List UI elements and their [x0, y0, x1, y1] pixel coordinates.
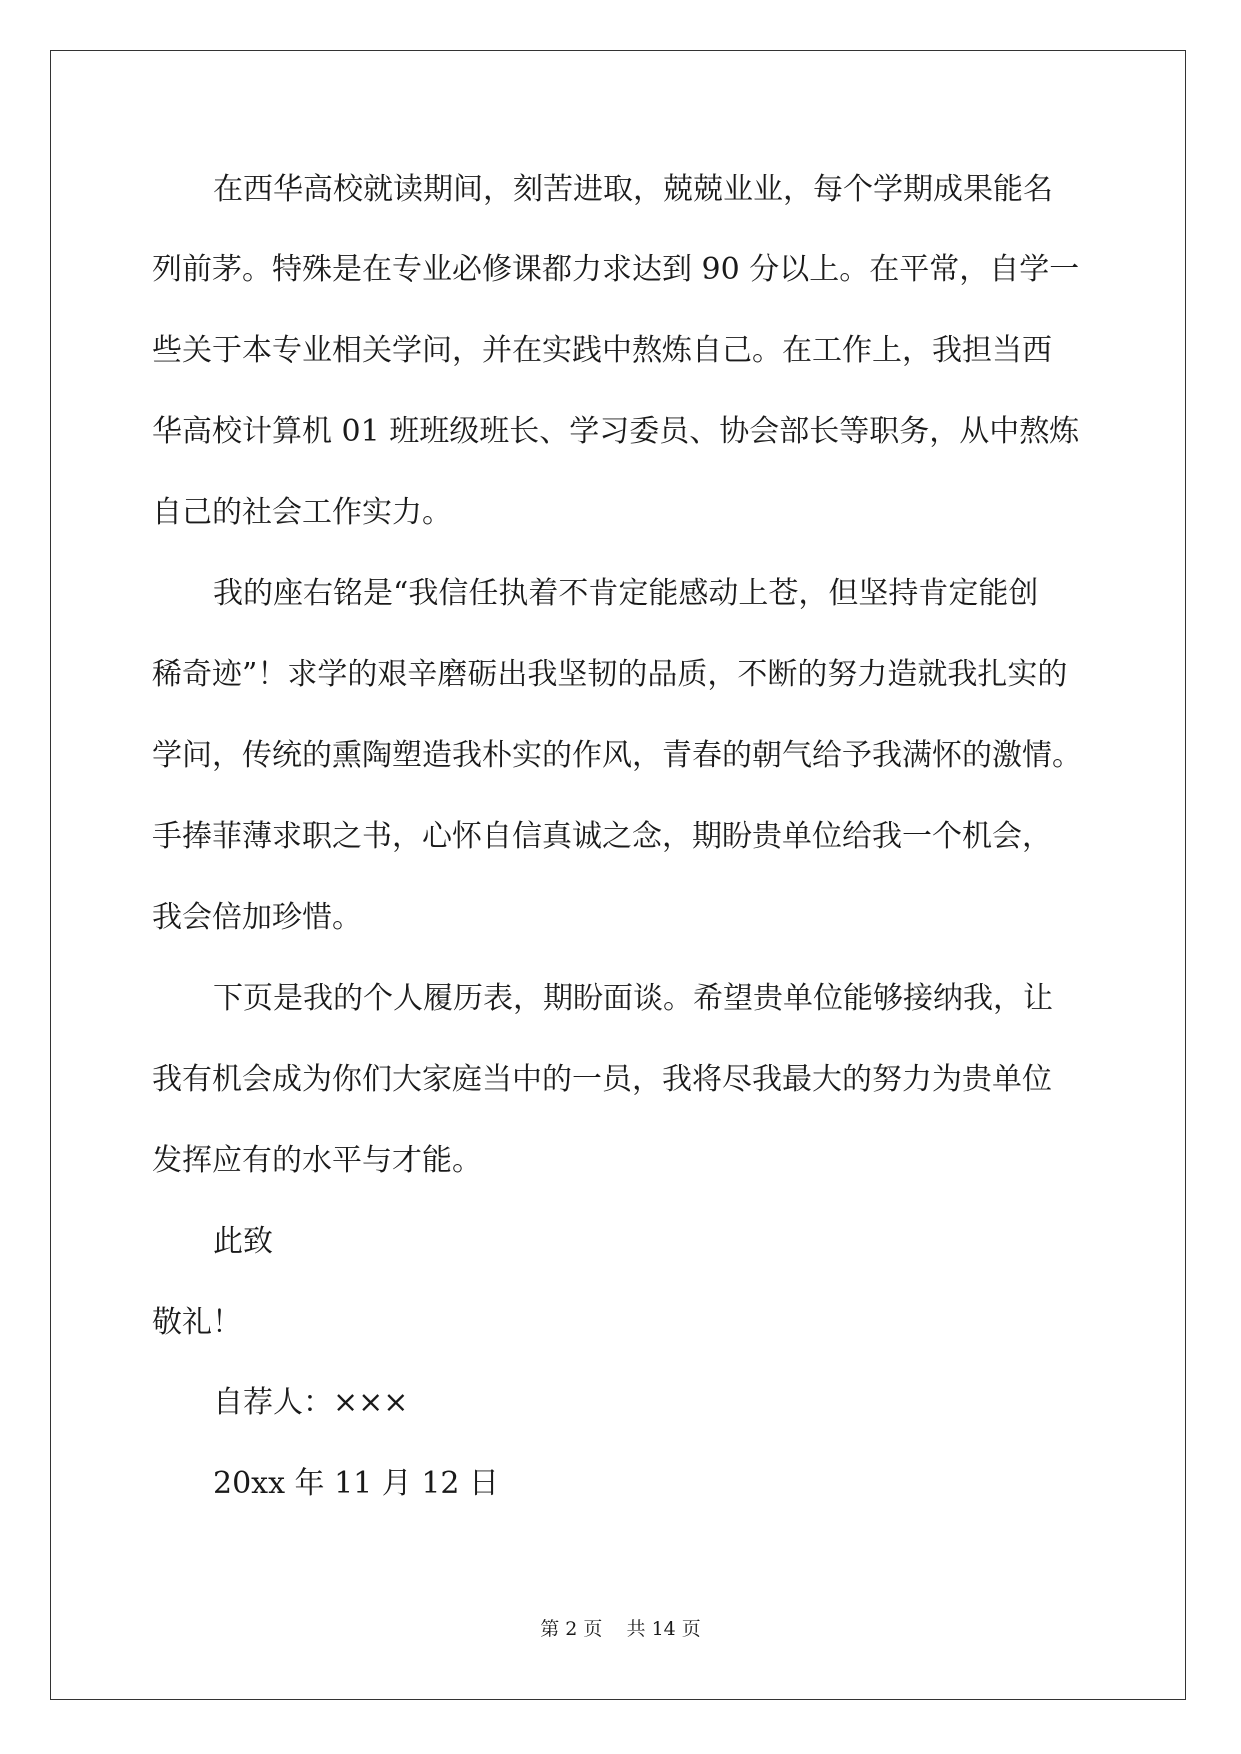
paragraph-1-line-2: 列前茅。特殊是在专业必修课都力求达到 90 分以上。在平常，自学一: [152, 252, 1080, 287]
paragraph-1-line-3: 些关于本专业相关学问，并在实践中熬炼自己。在工作上，我担当西: [152, 333, 1052, 368]
closing-respect: 敬礼！: [152, 1305, 242, 1340]
signature-line: 自荐人：×××: [213, 1385, 409, 1420]
paragraph-2-line-4: 手捧菲薄求职之书，心怀自信真诚之念，期盼贵单位给我一个机会，: [152, 819, 1052, 854]
paragraph-2-line-5: 我会倍加珍惜。: [152, 900, 362, 935]
date-line: 20xx 年 11 月 12 日: [213, 1466, 500, 1501]
paragraph-3-line-1: 下页是我的个人履历表，期盼面谈。希望贵单位能够接纳我，让: [213, 981, 1053, 1016]
paragraph-1-line-5: 自己的社会工作实力。: [152, 495, 452, 530]
page-number-footer: 第 2 页 共 14 页: [540, 1618, 701, 1640]
paragraph-2-line-3: 学问，传统的熏陶塑造我朴实的作风，青春的朝气给予我满怀的激情。: [152, 738, 1082, 773]
closing-salutation: 此致: [213, 1224, 273, 1259]
paragraph-1-line-1: 在西华高校就读期间，刻苦进取，兢兢业业，每个学期成果能名: [213, 172, 1053, 207]
paragraph-1-line-4: 华高校计算机 01 班班级班长、学习委员、协会部长等职务，从中熬炼: [152, 414, 1080, 449]
paragraph-3-line-2: 我有机会成为你们大家庭当中的一员，我将尽我最大的努力为贵单位: [152, 1062, 1052, 1097]
paragraph-2-line-2: 稀奇迹”！求学的艰辛磨砺出我坚韧的品质，不断的努力造就我扎实的: [152, 657, 1068, 692]
paragraph-3-line-3: 发挥应有的水平与才能。: [152, 1143, 482, 1178]
paragraph-2-line-1: 我的座右铭是“我信任执着不肯定能感动上苍，但坚持肯定能创: [213, 576, 1039, 611]
page-border: [50, 50, 1186, 1700]
